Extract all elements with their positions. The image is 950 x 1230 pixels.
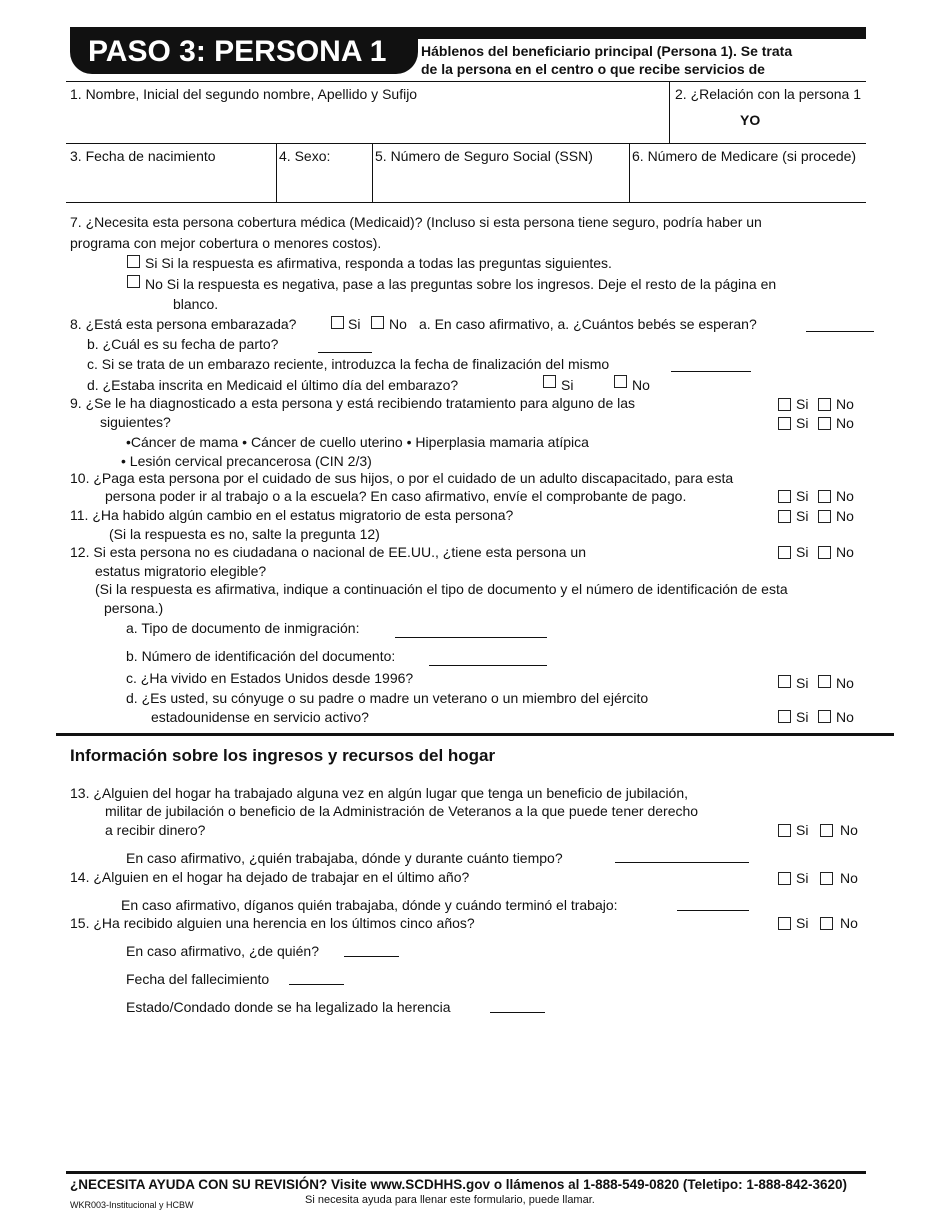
grid-line-bottom [66, 202, 866, 203]
q12b-answer-line[interactable] [429, 665, 547, 666]
grid-divider [669, 81, 670, 143]
q13-line-2: militar de jubilación o beneficio de la Administración de Veteranos a la que puede tener derecho [105, 803, 699, 819]
q8-yes-label: Si [348, 316, 361, 332]
q13-follow-up: En caso afirmativo, ¿quién trabajaba, dónde y durante cuánto tiempo? [126, 850, 563, 866]
section-divider [56, 733, 894, 736]
q9a-yes-checkbox[interactable] [778, 398, 791, 411]
q8b-answer-line[interactable] [318, 352, 372, 353]
q12c-yes-label: Si [796, 675, 809, 691]
sex-input[interactable] [279, 166, 369, 200]
intro-text [421, 42, 861, 78]
q7-line-2: programa con mejor cobertura o menores costos). [70, 235, 382, 251]
name-input[interactable] [70, 104, 665, 140]
q14-answer-line[interactable] [677, 910, 749, 911]
q15-state-answer-line[interactable] [490, 1012, 545, 1013]
q14-no-label: No [840, 870, 858, 886]
q13-line-3: a recibir dinero? [105, 822, 206, 838]
q12a-question: a. Tipo de documento de inmigración: [126, 620, 360, 636]
grid-line-top [66, 81, 866, 82]
q13-yes-label: Si [796, 822, 809, 838]
intro-line-2: de la persona en el centro o que recibe servicios de [421, 61, 765, 77]
q15-no-label: No [840, 915, 858, 931]
q12d-no-checkbox[interactable] [818, 710, 831, 723]
q7-no-checkbox[interactable] [127, 275, 140, 288]
field-1-label: 1. Nombre, Inicial del segundo nombre, Apellido y Sufijo [70, 86, 418, 102]
income-section-title: Información sobre los ingresos y recursos del hogar [70, 746, 496, 765]
q15-who-answer-line[interactable] [344, 956, 399, 957]
q14-no-checkbox[interactable] [820, 872, 833, 885]
q10-no-checkbox[interactable] [818, 490, 831, 503]
q12c-no-label: No [836, 675, 854, 691]
q9b-no-label: No [836, 415, 854, 431]
q12-line-3: (Si la respuesta es afirmativa, indique a continuación el tipo de documento y el número de identificación de esta [95, 581, 788, 597]
q8-question: 8. ¿Está esta persona embarazada? [70, 316, 297, 332]
q8d-no-checkbox[interactable] [614, 375, 627, 388]
q15-yes-checkbox[interactable] [778, 917, 791, 930]
birthdate-input[interactable] [70, 166, 272, 200]
grid-line-mid [66, 143, 866, 144]
q7-yes-checkbox[interactable] [127, 255, 140, 268]
q10-yes-checkbox[interactable] [778, 490, 791, 503]
q9b-no-checkbox[interactable] [818, 417, 831, 430]
grid-divider [372, 143, 373, 202]
q7-no-text-2: blanco. [173, 296, 219, 312]
q12d-no-label: No [836, 709, 854, 725]
q10-line-1: 10. ¿Paga esta persona por el cuidado de sus hijos, o por el cuidado de un adulto discapacitado, para esta [70, 470, 734, 486]
q11-line-2: (Si la respuesta es no, salte la pregunta 12) [109, 526, 380, 542]
footer-sub: Si necesita ayuda para llenar este formulario, puede llamar. [305, 1194, 595, 1206]
q8-no-label: No [389, 316, 407, 332]
q7-no-text-1: No Si la respuesta es negativa, pase a las preguntas sobre los ingresos. Deje el resto de la página en [145, 276, 777, 292]
q9-line-1: 9. ¿Se le ha diagnosticado a esta persona y está recibiendo tratamiento para alguno de las [70, 395, 636, 411]
q8c-question: c. Si se trata de un embarazo reciente, introduzca la fecha de finalización del mismo [87, 356, 610, 372]
step-title: PASO 3: PERSONA 1 [70, 27, 418, 74]
q11-yes-label: Si [796, 508, 809, 524]
q7-line-1: 7. ¿Necesita esta persona cobertura médica (Medicaid)? (Incluso si esta persona tiene seguro, podría haber un [70, 214, 762, 230]
footer-rule [66, 1171, 866, 1174]
q15-no-checkbox[interactable] [820, 917, 833, 930]
q10-line-2: persona poder ir al trabajo o a la escuela? En caso afirmativo, envíe el comprobante de pago. [105, 488, 687, 504]
intro-line-1: Háblenos del beneficiario principal (Persona 1). Se trata [421, 43, 793, 59]
grid-divider [629, 143, 630, 202]
q8-yes-checkbox[interactable] [331, 316, 344, 329]
q12-yes-checkbox[interactable] [778, 546, 791, 559]
q12c-yes-checkbox[interactable] [778, 675, 791, 688]
q15-question: 15. ¿Ha recibido alguien una herencia en los últimos cinco años? [70, 915, 475, 931]
q8d-yes-checkbox[interactable] [543, 375, 556, 388]
q9-line-4: • Lesión cervical precancerosa (CIN 2/3) [121, 453, 372, 469]
q14-yes-label: Si [796, 870, 809, 886]
q12-yes-label: Si [796, 544, 809, 560]
q8a-question: a. En caso afirmativo, a. ¿Cuántos bebés se esperan? [419, 316, 757, 332]
q12-no-checkbox[interactable] [818, 546, 831, 559]
q12d-line-2: estadounidense en servicio activo? [151, 709, 369, 725]
grid-divider [276, 143, 277, 202]
ssn-input[interactable] [375, 166, 625, 200]
q10-yes-label: Si [796, 488, 809, 504]
q14-follow-up: En caso afirmativo, díganos quién trabajaba, dónde y cuándo terminó el trabajo: [121, 897, 618, 913]
q13-no-checkbox[interactable] [820, 824, 833, 837]
q12-no-label: No [836, 544, 854, 560]
q9a-no-checkbox[interactable] [818, 398, 831, 411]
field-3-label: 3. Fecha de nacimiento [70, 148, 216, 164]
q12-line-2: estatus migratorio elegible? [95, 563, 267, 579]
field-2-label: 2. ¿Relación con la persona 1 [675, 86, 861, 102]
q13-answer-line[interactable] [615, 862, 749, 863]
q8a-answer-line[interactable] [806, 331, 874, 332]
field-5-label: 5. Número de Seguro Social (SSN) [375, 148, 593, 164]
q8c-answer-line[interactable] [671, 371, 751, 372]
q13-line-1: 13. ¿Alguien del hogar ha trabajado alguna vez en algún lugar que tenga un beneficio de jubilación, [70, 785, 689, 801]
q8d-question: d. ¿Estaba inscrita en Medicaid el último día del embarazo? [87, 377, 459, 393]
q8-no-checkbox[interactable] [371, 316, 384, 329]
q15-yes-label: Si [796, 915, 809, 931]
q9-line-3: •Cáncer de mama • Cáncer de cuello uterino • Hiperplasia mamaria atípica [126, 434, 589, 450]
q12d-line-1: d. ¿Es usted, su cónyuge o su padre o madre un veterano o un miembro del ejército [126, 690, 649, 706]
q13-no-label: No [840, 822, 858, 838]
medicare-input[interactable] [632, 166, 864, 200]
q12d-yes-checkbox[interactable] [778, 710, 791, 723]
q14-question: 14. ¿Alguien en el hogar ha dejado de trabajar en el último año? [70, 869, 470, 885]
field-6-label: 6. Número de Medicare (si procede) [632, 148, 857, 164]
q10-no-label: No [836, 488, 854, 504]
q9a-no-label: No [836, 396, 854, 412]
field-2-value: YO [740, 112, 761, 128]
q9b-yes-label: Si [796, 415, 809, 431]
q9-line-2: siguientes? [100, 414, 171, 430]
q15-who-label: En caso afirmativo, ¿de quién? [126, 943, 319, 959]
q8d-no-label: No [632, 377, 650, 393]
q11-line-1: 11. ¿Ha habido algún cambio en el estatus migratorio de esta persona? [70, 507, 514, 523]
q9a-yes-label: Si [796, 396, 809, 412]
q12-line-1: 12. Si esta persona no es ciudadana o nacional de EE.UU., ¿tiene esta persona un [70, 544, 587, 560]
q11-yes-checkbox[interactable] [778, 510, 791, 523]
q12b-question: b. Número de identificación del documento: [126, 648, 396, 664]
footer-help: ¿NECESITA AYUDA CON SU REVISIÓN? Visite www.SCDHHS.gov o llámenos al 1-888-549-0820 (Teletipo: 1-888-842-3620) [70, 1177, 847, 1192]
q7-yes-text: Si Si la respuesta es afirmativa, responda a todas las preguntas siguientes. [145, 255, 612, 271]
q12a-answer-line[interactable] [395, 637, 547, 638]
q9b-yes-checkbox[interactable] [778, 417, 791, 430]
form-id: WKR003-Institucional y HCBW [70, 1200, 194, 1210]
q8b-question: b. ¿Cuál es su fecha de parto? [87, 336, 279, 352]
q15-state-label: Estado/Condado donde se ha legalizado la herencia [126, 999, 451, 1015]
q12c-question: c. ¿Ha vivido en Estados Unidos desde 1996? [126, 670, 414, 686]
q13-yes-checkbox[interactable] [778, 824, 791, 837]
q12d-yes-label: Si [796, 709, 809, 725]
q12-line-4: persona.) [104, 600, 164, 616]
q11-no-label: No [836, 508, 854, 524]
q12c-no-checkbox[interactable] [818, 675, 831, 688]
field-4-label: 4. Sexo: [279, 148, 331, 164]
q11-no-checkbox[interactable] [818, 510, 831, 523]
q14-yes-checkbox[interactable] [778, 872, 791, 885]
q15-date-answer-line[interactable] [289, 984, 344, 985]
q8d-yes-label: Si [561, 377, 574, 393]
q15-date-label: Fecha del fallecimiento [126, 971, 270, 987]
